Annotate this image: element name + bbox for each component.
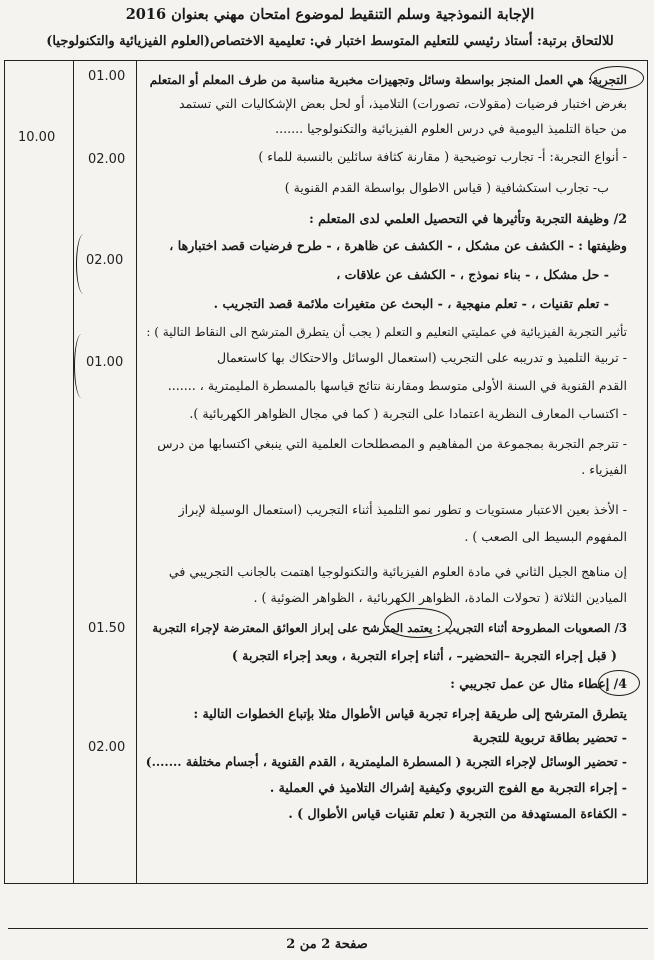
text-line: وظيفتها : - الكشف عن مشكل ، - الكشف عن ظاهرة ، - طرح فرضيات قصد اختبارها ،: [169, 238, 627, 253]
text-line: - اكتساب المعارف النظرية اعتمادا على التجربة ( كما في مجال الظواهر الكهربائية ).: [189, 406, 627, 421]
footer-divider: [8, 928, 648, 929]
partial-score-3: 02.00: [86, 253, 124, 268]
page-number: صفحة 2 من 2: [286, 937, 368, 952]
document-title: الإجابة النموذجية وسلم التنقيط لموضوع امتحان مهني بعنوان 2016: [125, 6, 535, 23]
text-line: - تحضير بطاقة تربوية للتجربة: [472, 730, 627, 745]
text-line: يتطرق المترشح إلى طريقة إجراء تجربة قياس الأطوال مثلا بإتباع الخطوات التالية :: [193, 706, 627, 721]
text-line: بغرض اختبار فرضيات (مقولات، تصورات) التلاميذ، أو لحل بعض الإشكاليات التي تستمد: [178, 96, 627, 111]
column-divider-total: [73, 60, 74, 884]
document-subtitle: للالتحاق برتبة: أستاذ رئيسي للتعليم المتوسط اختبار في: تعليمية الاختصاص(العلوم الفيزيائية والتكنولوجيا): [46, 34, 614, 49]
text-line: - أنواع التجربة: أ- تجارب توضيحية ( مقارنة كثافة سائلين بالنسبة للماء ): [258, 149, 627, 164]
partial-score-2: 02.00: [88, 152, 126, 167]
partial-score-5: 01.50: [88, 621, 126, 636]
section-heading: 3/ الصعوبات المطروحة أثناء التجريب : يعتمد المترشح على إبراز العوائق المعترضة لإجراء التجربة: [152, 621, 627, 635]
text-line: - تترجم التجربة بمجموعة من المفاهيم و المصطلحات العلمية التي ينبغي اكتسابها من درس: [157, 436, 627, 451]
section-heading: 2/ وظيفة التجربة وتأثيرها في التحصيل العلمي لدى المتعلم :: [309, 211, 627, 226]
text-line: - إجراء التجربة مع الفوج التربوي وكيفية إشراك التلاميذ في العملية .: [269, 780, 627, 795]
text-line: - تحضير الوسائل لإجراء التجربة ( المسطرة المليمترية ، القدم القنوية ، أجسام مختلفة .......): [145, 754, 627, 769]
text-line: - الكفاءة المستهدفة من التجربة ( تعلم تقنيات قياس الأطوال ) .: [288, 806, 627, 821]
total-score: 10.00: [18, 130, 56, 145]
text-line: الفيزياء .: [581, 462, 627, 477]
hand-drawn-bracket: [74, 334, 89, 398]
hand-drawn-bracket: [76, 234, 91, 294]
text-line: القدم القنوية في السنة الأولى متوسط ومقارنة نتائج قياسها بالمسطرة المليمترية ، .......: [167, 378, 627, 393]
text-line: من حياة التلميذ اليومية في درس العلوم الفيزيائية والتكنولوجيا .......: [275, 121, 627, 136]
text-line: تأثير التجربة الفيزيائية في عمليتي التعليم و التعلم ( يجب أن يتطرق المترشح الى النقاط التالية ) :: [146, 325, 627, 339]
partial-score-4: 01.00: [86, 355, 124, 370]
answer-content: [143, 0, 639, 960]
text-line: - تعلم تقنيات ، - تعلم منهجية ، - البحث عن متغيرات ملائمة قصد التجريب .: [213, 296, 609, 311]
text-line: الميادين الثلاثة ( تحولات المادة، الظواهر الكهربائية ، الظواهر الضوئية ) .: [253, 590, 627, 605]
text-line: - حل مشكل ، - بناء نموذج ، - الكشف عن علاقات ،: [336, 267, 609, 282]
text-line: ( قبل إجراء التجربة –التحضير– ، أثناء إجراء التجربة ، وبعد إجراء التجربة ): [231, 648, 617, 663]
text-line: إن مناهج الجيل الثاني في مادة العلوم الفيزيائية والتكنولوجيا اهتمت بالجانب التجريبي في: [168, 564, 627, 579]
text-line: التجربة: هي العمل المنجز بواسطة وسائل وتجهيزات مخبرية مناسبة من طرف المعلم أو المتعلم: [149, 73, 627, 87]
column-divider-partial: [136, 60, 137, 884]
partial-score-6: 02.00: [88, 740, 126, 755]
text-line: المفهوم البسيط الى الصعب ) .: [464, 529, 627, 544]
text-line: - الأخذ بعين الاعتبار مستويات و تطور نمو التلميذ أثناء التجريب (استعمال الوسيلة لإبراز: [178, 502, 627, 517]
text-line: ب- تجارب استكشافية ( قياس الاطوال بواسطة القدم القنوية ): [284, 180, 609, 195]
text-line: - تربية التلميذ و تدريبه على التجريب (استعمال الوسائل والاحتكاك بها كاستعمال: [217, 350, 627, 365]
section-heading: 4/ إعطاء مثال عن عمل تجريبي :: [450, 676, 627, 691]
partial-score-1: 01.00: [88, 69, 126, 84]
